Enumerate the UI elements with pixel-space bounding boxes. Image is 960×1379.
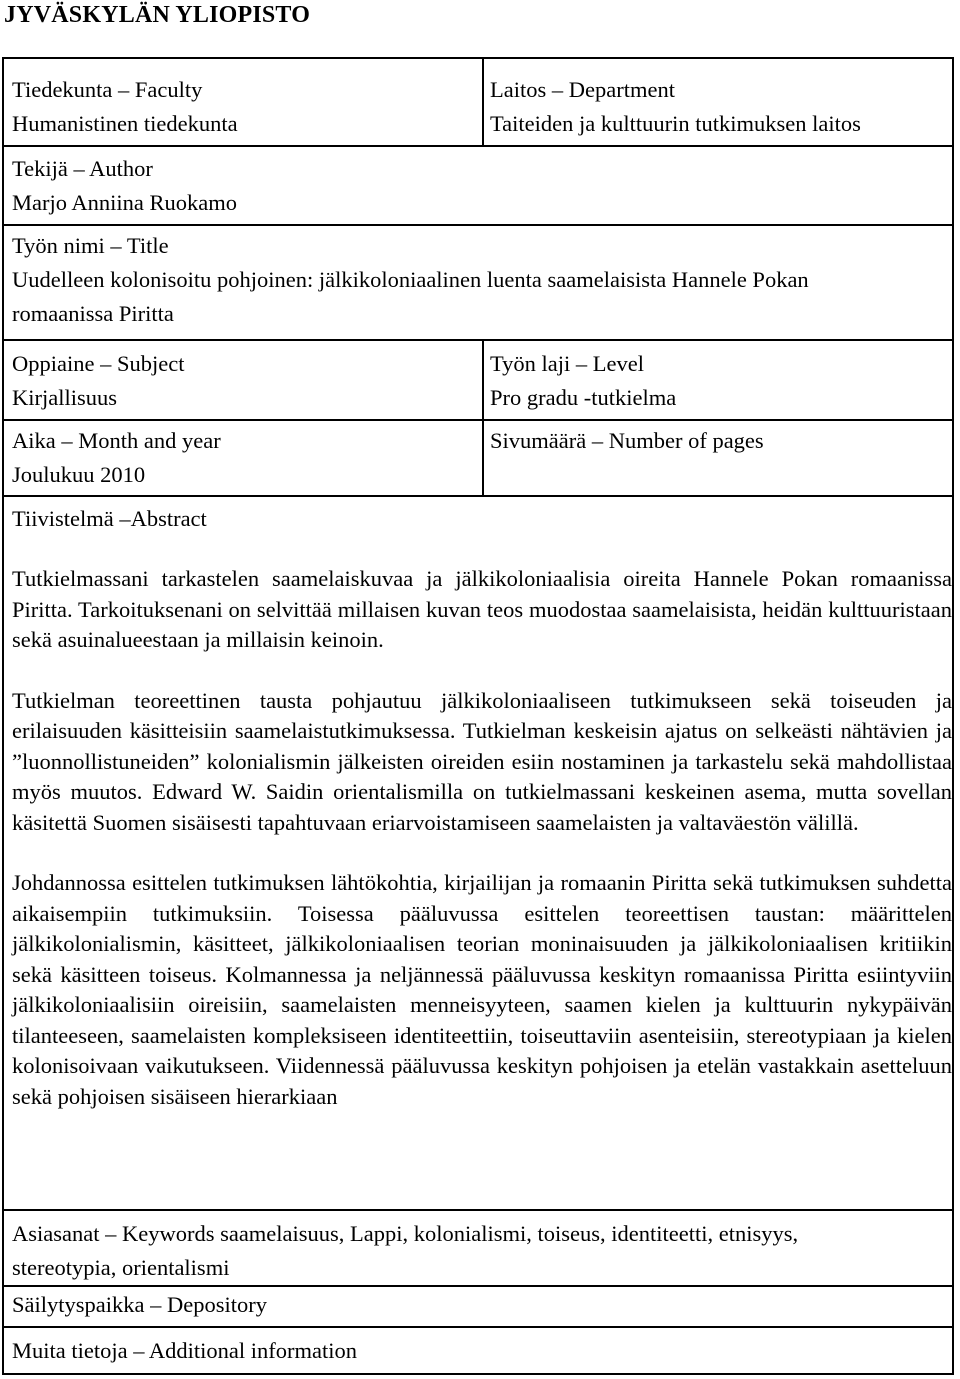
- pages-label: Sivumäärä – Number of pages: [490, 428, 764, 453]
- department-cell: [490, 73, 861, 141]
- row-divider: [4, 224, 952, 226]
- row-divider: [4, 1326, 952, 1328]
- faculty-label: Tiedekunta – Faculty: [12, 77, 203, 102]
- abstract-label: Tiivistelmä –Abstract: [12, 506, 207, 531]
- faculty-value: Humanistinen tiedekunta: [12, 111, 238, 136]
- faculty-divider: [482, 59, 484, 147]
- row-divider: [4, 419, 952, 421]
- row-divider: [4, 339, 952, 341]
- date-value: Joulukuu 2010: [12, 462, 146, 487]
- date-label: Aika – Month and year: [12, 428, 221, 453]
- abstract-form: [2, 57, 954, 1375]
- title-cell: [12, 229, 952, 331]
- author-cell: [12, 152, 237, 220]
- pages-cell: [490, 424, 764, 458]
- university-name: JYVÄSKYLÄN YLIOPISTO: [4, 2, 311, 28]
- row-divider: [4, 145, 952, 147]
- row-divider: [4, 495, 952, 497]
- subject-label: Oppiaine – Subject: [12, 351, 185, 376]
- department-label: Laitos – Department: [490, 77, 675, 102]
- faculty-cell: [12, 73, 238, 141]
- department-value: Taiteiden ja kulttuurin tutkimuksen laitos: [490, 111, 861, 136]
- subject-divider: [482, 339, 484, 497]
- abstract-paragraph: Johdannossa esittelen tutkimuksen lähtökohtia, kirjailijan ja romaanin Piritta sekä tutkimuksen suhdetta aikaisempiin tutkimuksiin. Toisessa pääluvussa esittelen teoreettisen taustan: määrittelen jälkikolonialismin, käsitteet, jälkikoloniaalisen teorian moninaisuuden ja jälkikoloniaalisen kritiikin sekä käsitteen toiseus. Kolmannessa ja neljännessä pääluvussa keskityn romaanissa Piritta esiintyviin jälkikoloniaalisiin oireisiin, saamelaisten menneisyyteen, saamen kielen ja kulttuurin nykypäivän tilanteeseen, saamelaisten kompleksiseen identiteettiin, toiseuttaviin asenteisiin, stereotypiaan ja kielen kolonisoivaan vaikutukseen. Viidennessä pääluvussa keskityn pohjoisen ja etelän vastakkain asetteluun sekä pohjoisen sisäiseen hierarkiaan: [12, 870, 952, 1109]
- depository-label: Säilytyspaikka – Depository: [12, 1292, 267, 1317]
- date-cell: [12, 424, 221, 492]
- abstract-paragraph: Tutkielman teoreettinen tausta pohjautuu jälkikoloniaaliseen tutkimukseen sekä toiseuden ja erilaisuuden käsitteisiin saamelaistutkimuksessa. Tutkielman keskeisin ajatus on selkeästi nähtävien ja ”luonnollistuneiden” kolonialismin jälkeisten oireiden esiin nostaminen ja tarkastelu sekä mahdollistaa myös muutos. Edward W. Saidin orientalismilla on tutkielmassani keskeinen asema, mutta sovellan käsitettä Suomen sisäisesti tapahtuvaan eriarvoistamiseen saamelaisten ja valtaväestön välillä.: [12, 687, 952, 835]
- abstract-paragraph: Tutkielmassani tarkastelen saamelaiskuvaa ja jälkikoloniaalisia oireita Hannele Pokan romaanissa Piritta. Tarkoituksenani on selvittää millaisen kuvan teos muodostaa saamelaisista, heidän kulttuuristaan sekä asuinalueestaan ja millaisin keinoin.: [12, 566, 952, 652]
- author-value: Marjo Anniina Ruokamo: [12, 190, 237, 215]
- keywords-line-2: stereotypia, orientalismi: [12, 1255, 230, 1280]
- row-divider: [4, 1285, 952, 1287]
- title-line-1: Uudelleen kolonisoitu pohjoinen: jälkikoloniaalinen luenta saamelaisista Hannele Pokan: [12, 267, 809, 292]
- subject-cell: [12, 347, 184, 415]
- level-value: Pro gradu -tutkielma: [490, 385, 677, 410]
- keywords-cell: [12, 1217, 952, 1285]
- additional-info-label: Muita tietoja – Additional information: [12, 1338, 357, 1363]
- abstract-body: [12, 564, 952, 1112]
- author-label: Tekijä – Author: [12, 156, 153, 181]
- level-label: Työn laji – Level: [490, 351, 645, 376]
- keywords-line-1: Asiasanat – Keywords saamelaisuus, Lappi, kolonialismi, toiseus, identiteetti, etnisyys,: [12, 1221, 799, 1246]
- title-label: Työn nimi – Title: [12, 233, 169, 258]
- title-line-2: romaanissa Piritta: [12, 301, 174, 326]
- subject-value: Kirjallisuus: [12, 385, 117, 410]
- row-divider: [4, 1209, 952, 1211]
- level-cell: [490, 347, 676, 415]
